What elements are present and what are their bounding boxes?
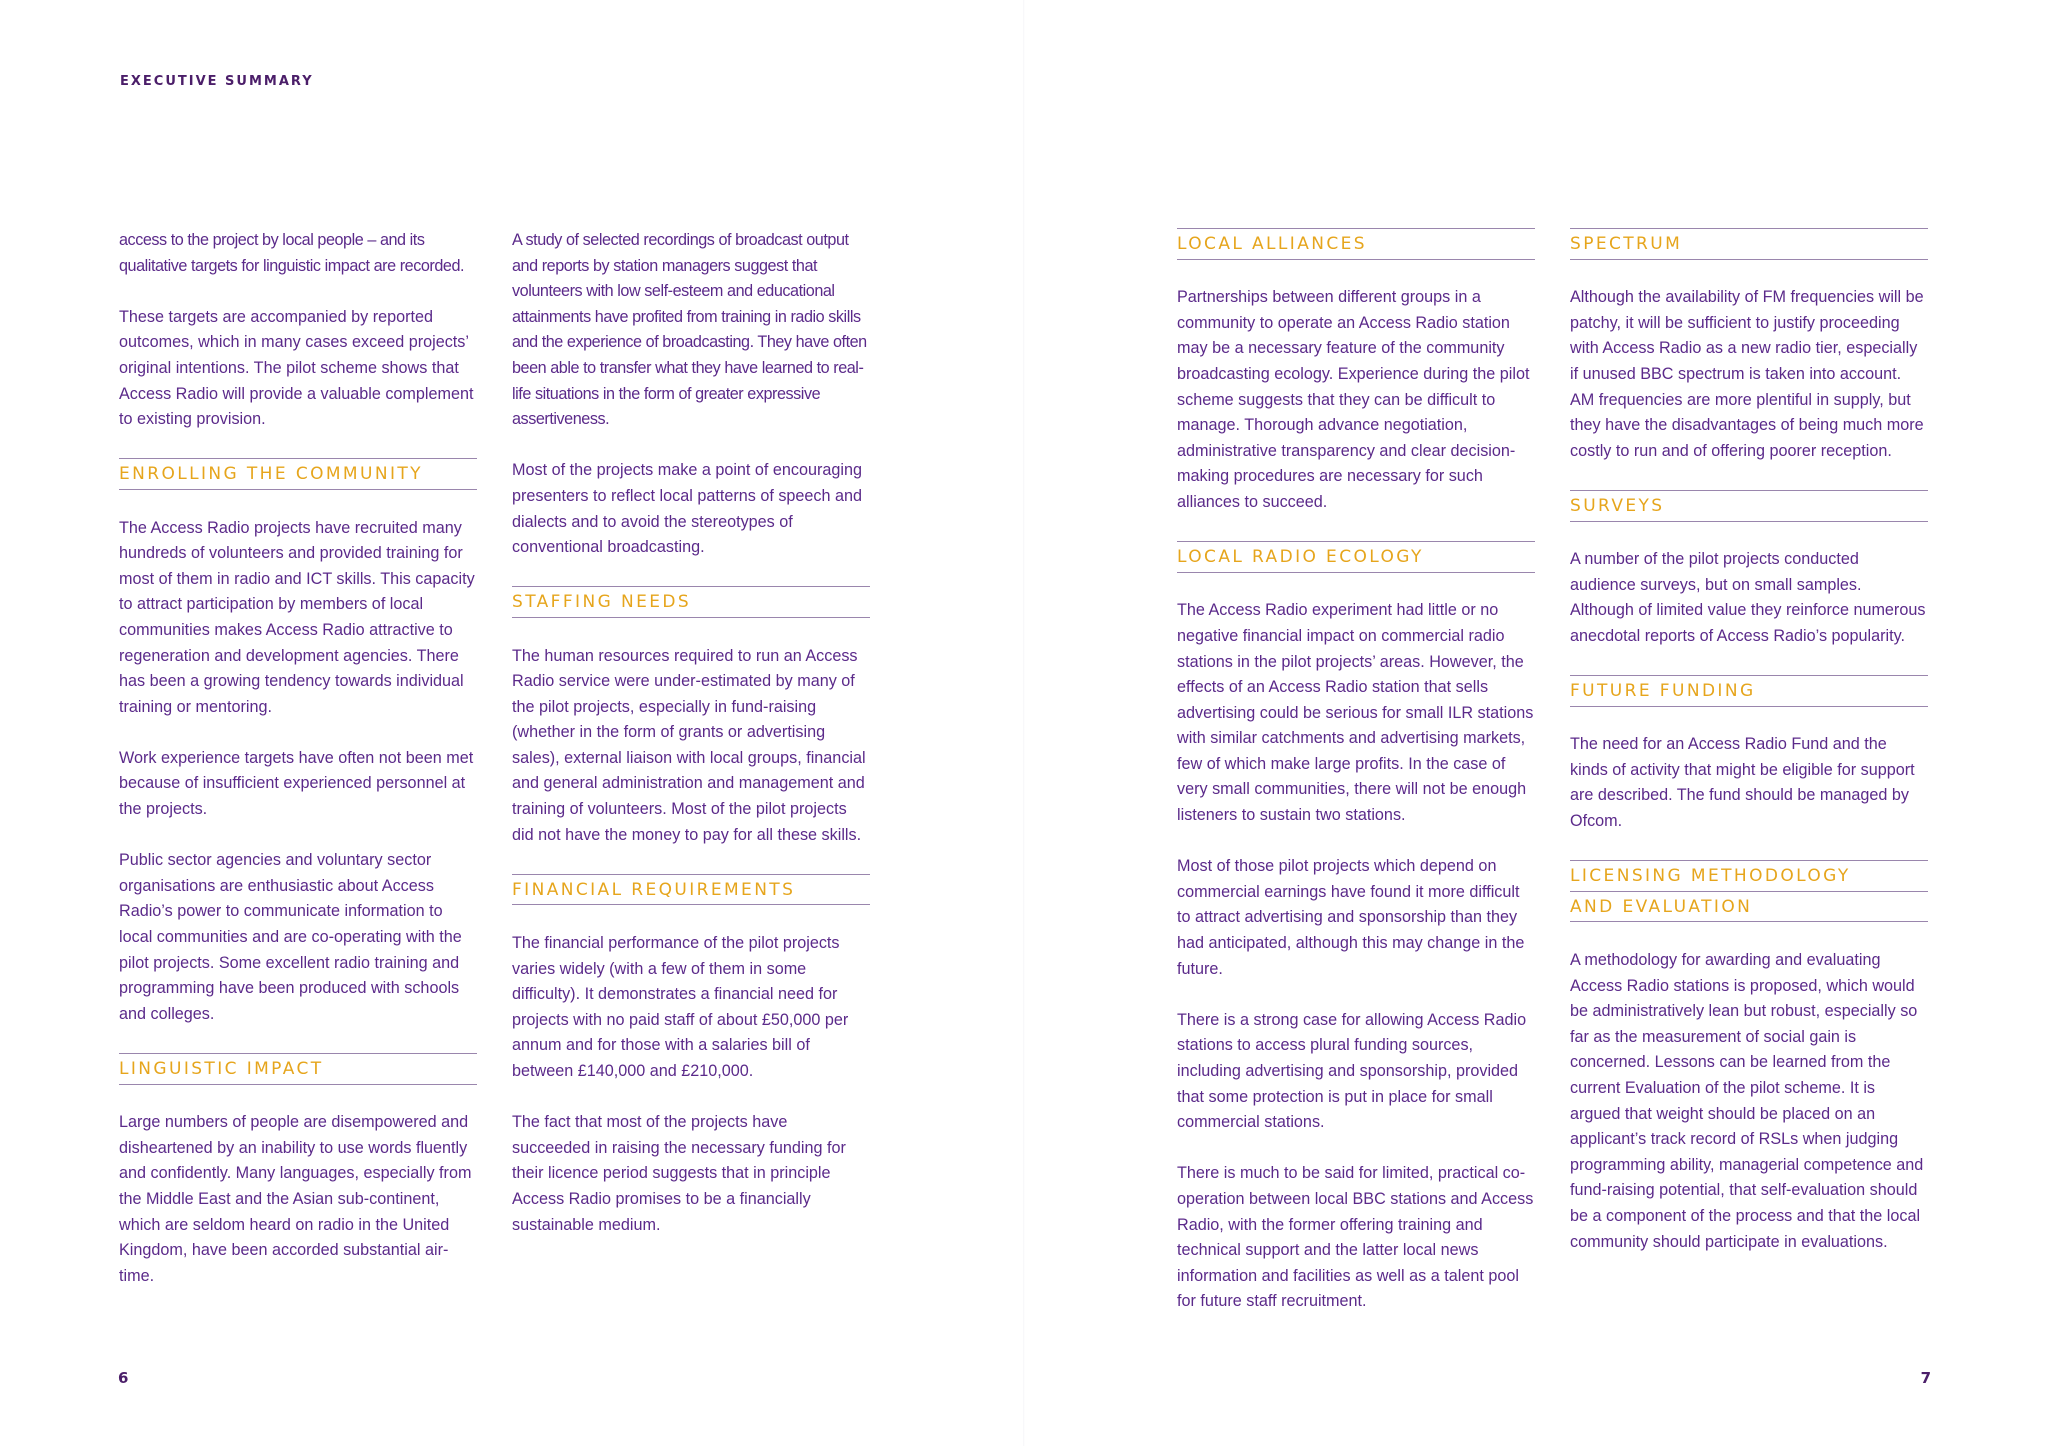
paragraph: A methodology for awarding and evaluating Access Radio stations is proposed, which would be administratively lean but robust, especially so far as the measurement of social gain is concerned. Lessons can be learned from the current Evaluation of the pilot scheme. It is argued that weight should be placed on an applicant’s track record of RSLs when judging programming ability, managerial competence and fund-raising potential, that self-evaluation should be a component of the process and that the local community should participate in evaluations. xyxy=(1570,951,1924,1251)
heading-text: FINANCIAL REQUIREMENTS xyxy=(512,879,796,900)
paragraph: Although the availability of FM frequencies will be patchy, it will be sufficient to justify proceeding with Access Radio as a new radio tier, especially if unused BBC spectrum is taken into account. AM frequencies are more plentiful in supply, but they have the disadvantages of being much more costly to run and of offering poorer reception. xyxy=(1570,288,1924,460)
page-gutter xyxy=(1023,0,1025,1446)
paragraph: A study of selected recordings of broadcast output and reports by station managers suggest that volunteers with low self-esteem and educational attainments have profited from training in radio skills and the experience of broadcasting. They have often been able to transfer what they have learned to real-life situations in the form of greater expressive assertiveness. xyxy=(512,231,867,429)
heading-rule xyxy=(512,904,870,905)
heading-text: LICENSING METHODOLOGY xyxy=(1570,866,1851,887)
heading-text: SURVEYS xyxy=(1570,495,1665,516)
heading-text: LINGUISTIC IMPACT xyxy=(119,1059,324,1079)
paragraph: The financial performance of the pilot projects varies widely (with a few of them in some difficulty). It demonstrates a financial need for projects with no paid staff of about £50,000 per annum and for those with a salaries bill of between £140,000 and £210,000. xyxy=(512,934,849,1080)
paragraph: access to the project by local people – and its qualitative targets for linguistic impact are recorded. xyxy=(119,231,465,275)
running-title: EXECUTIVE SUMMARY xyxy=(120,74,314,89)
paragraph: The Access Radio projects have recruited many hundreds of volunteers and provided training for most of them in radio and ICT skills. This capacity to attract participation by members of local communities makes Access Radio attractive to regeneration and development agencies. There has been a growing tendency towards individual training or mentoring. xyxy=(119,518,475,716)
heading-text: STAFFING NEEDS xyxy=(512,592,692,613)
page-number-right: 7 xyxy=(1920,1369,1931,1387)
heading-text: FUTURE FUNDING xyxy=(1570,681,1756,702)
paragraph: The need for an Access Radio Fund and the kinds of activity that might be eligible for support are described. The fund should be managed by Ofcom. xyxy=(1570,735,1915,831)
column-2 xyxy=(512,228,870,1264)
section-heading-funding xyxy=(1570,675,1928,707)
section-heading-ecology xyxy=(1177,541,1535,573)
paragraph: Partnerships between different groups in a community to operate an Access Radio station may be a necessary feature of the community broadcasting ecology. Experience during the pilot scheme suggests that they can be difficult to manage. Thorough advance negotiation, administrative transparency and clear decision-making procedures are necessary for such alliances to succeed. xyxy=(1177,288,1530,511)
paragraph: Most of those pilot projects which depend on commercial earnings have found it more difficult to attract advertising and sponsorship than they had anticipated, although this may change in the future. xyxy=(1177,857,1525,978)
heading-text: AND EVALUATION xyxy=(1570,896,1753,917)
paragraph: There is much to be said for limited, practical co-operation between local BBC stations and Access Radio, with the former offering training and technical support and the latter local news information and facilities as well as a talent pool for future staff recruitment. xyxy=(1177,1164,1534,1311)
section-heading-surveys xyxy=(1570,490,1928,522)
heading-text: SPECTRUM xyxy=(1570,234,1683,254)
heading-text: LOCAL RADIO ECOLOGY xyxy=(1177,547,1424,568)
page-number-left: 6 xyxy=(118,1369,129,1387)
paragraph: The fact that most of the projects have succeeded in raising the necessary funding for their licence period suggests that in principle Access Radio promises to be a financially sustainable medium. xyxy=(512,1113,846,1234)
paragraph: Most of the projects make a point of encouraging presenters to reflect local patterns of speech and dialects and to avoid the stereotypes of conventional broadcasting. xyxy=(512,461,863,557)
section-heading-linguistic xyxy=(119,1053,477,1085)
heading-rule xyxy=(512,617,870,618)
section-heading-staffing xyxy=(512,586,870,618)
paragraph: The Access Radio experiment had little or no negative financial impact on commercial radio stations in the pilot projects’ areas. However, the effects of an Access Radio station that sells advertising could be serious for small ILR stations with similar catchments and advertising markets, few of which make large profits. In the case of very small communities, there will not be enough listeners to sustain two stations. xyxy=(1177,601,1534,825)
heading-text: ENROLLING THE COMMUNITY xyxy=(119,464,423,485)
paragraph: Public sector agencies and voluntary sector organisations are enthusiastic about Access Radio’s power to communicate information to local communities and are co-operating with the pilot projects. Some excellent radio training and programming have been produced with schools and colleges. xyxy=(119,851,462,1023)
section-heading-financial xyxy=(512,874,870,906)
paragraph: There is a strong case for allowing Access Radio stations to access plural funding sources, including advertising and sponsorship, provided that some protection is put in place for small commercial stations. xyxy=(1177,1010,1527,1132)
column-4 xyxy=(1570,228,1928,1281)
heading-rule xyxy=(119,489,477,490)
section-heading-enrolling xyxy=(119,458,477,490)
section-heading-licensing xyxy=(1570,860,1928,922)
heading-rule xyxy=(1570,921,1928,922)
column-3 xyxy=(1177,228,1535,1341)
paragraph: Large numbers of people are disempowered and disheartened by an inability to use words fluently and confidently. Many languages, especially from the Middle East and the Asian sub-continent, which are seldom heard on radio in the United Kingdom, have been accorded substantial air-time. xyxy=(119,1113,472,1285)
column-1 xyxy=(119,228,477,1315)
heading-text: LOCAL ALLIANCES xyxy=(1177,234,1367,254)
section-heading-spectrum xyxy=(1570,228,1928,260)
paragraph: The human resources required to run an Access Radio service were under-estimated by many of the pilot projects, especially in fund-raising (whether in the form of grants or advertising sales), external liaison with local groups, financial and general administration and management and training of volunteers. Most of the pilot projects did not have the money to pay for all these skills. xyxy=(512,646,866,844)
section-heading-alliances xyxy=(1177,228,1535,260)
paragraph: A number of the pilot projects conducted audience surveys, but on small samples. Although of limited value they reinforce numerous anecdotal reports of Access Radio’s popularity. xyxy=(1570,550,1926,645)
paragraph: These targets are accompanied by reported outcomes, which in many cases exceed projects’ original intentions. The pilot scheme shows that Access Radio will provide a valuable complement to existing provision. xyxy=(119,307,474,429)
paragraph: Work experience targets have often not been met because of insufficient experienced personnel at the projects. xyxy=(119,748,474,819)
